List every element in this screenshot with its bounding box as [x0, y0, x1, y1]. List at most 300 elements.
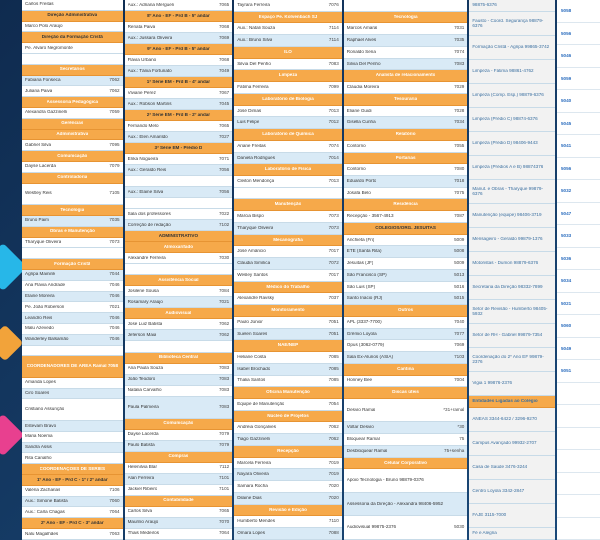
entry-extension: 7030 [218, 254, 230, 260]
directory-entry-westley-reis [22, 184, 123, 206]
entry-extension: 7083 [218, 376, 230, 382]
section-header-comunicacao [125, 419, 233, 430]
entry-extension: 7035 [454, 37, 465, 43]
entry-name: Eliane Guidi [346, 108, 372, 113]
entry-extension: 5015 [454, 295, 465, 301]
directory-entry-tharyque-oliveira [22, 238, 123, 249]
entry-extension: 7099 [328, 84, 339, 90]
entry-name: São Francisco (SP) [346, 272, 387, 277]
entry-name: Westley Reis [25, 191, 52, 196]
directory-entry-vigia-1-99876-2376 [469, 372, 555, 396]
entry-name: Gisella Cunha [346, 120, 376, 125]
directory-entry-sao-francisco-sp [344, 270, 468, 282]
entry-name: Campus Avançado 99932-2707 [472, 441, 537, 446]
entry-name: Aux.: Robson Martins [127, 101, 172, 106]
side-extension: 5036 [557, 248, 600, 271]
entry-name: Nalu Magalhães [25, 531, 59, 536]
directory-entry-ana-paula-souza [125, 364, 233, 375]
entry-name: Sala Ex-Alunos (ASIA) [346, 354, 394, 359]
entry-extension: 7073 [328, 213, 339, 219]
entry-extension: 7085 [328, 365, 339, 371]
section-header-colegios-org-jesuitas [344, 223, 468, 235]
section-title: Administrativa [56, 132, 89, 137]
entry-extension: 7013 [328, 177, 339, 183]
section-title: Entidades Ligadas ao Colégio [472, 399, 538, 404]
section-title: NAE/NEP [277, 343, 299, 348]
directory-entry-limpeza-comp-esp-98879-6376 [469, 84, 555, 108]
directory-entry-dayse-lacerda [125, 430, 233, 441]
entry-name: Anchieta (Fri) [346, 237, 375, 242]
directory-entry-maurilio-araujo [125, 518, 233, 529]
entry-name: Isabel Brochado [237, 366, 271, 371]
entry-extension: 7084 [218, 288, 230, 293]
directory-entry-isabel-brochado [234, 364, 342, 376]
side-extension [557, 383, 600, 406]
entry-name: Aux.: Carla Chagas [25, 509, 65, 514]
entry-extension: 7020 [328, 483, 339, 489]
entry-name: Sandra Assis [25, 445, 52, 450]
entry-name: Santo Inácio (RJ) [346, 296, 383, 301]
entry-extension: *30 [457, 424, 465, 430]
entry-extension: 7013 [328, 107, 339, 113]
directory-entry-apoio-tecnologia-bruno-98879-0376 [344, 469, 468, 492]
directory-entry-ronaldo-sena [344, 47, 468, 59]
entry-extension: 7114 [328, 25, 339, 31]
entry-extension: 7101 [218, 475, 230, 481]
side-extension: 5047 [557, 203, 600, 226]
entry-extension: 7044 [109, 271, 120, 277]
entry-name: Limpeza (Prédio C) 98874-6376 [472, 117, 538, 122]
directory-entry-contorno [344, 141, 468, 153]
entry-name: Aux.: Elaine Silva [127, 189, 164, 194]
entry-extension: 7076 [328, 1, 339, 7]
section-header-analista-de-relacionamento [344, 70, 468, 82]
side-extension: 5040 [557, 90, 600, 113]
entry-extension: 7046 [109, 314, 120, 320]
section-header-espaco-pe-kolvenbach-sj [234, 12, 342, 24]
section-title: Outros [398, 308, 414, 313]
directory-entry-casa-de-saude-3476-3244 [469, 456, 555, 480]
entry-extension: 7020 [328, 494, 339, 500]
entry-extension: 7072 [328, 260, 339, 266]
directory-column-1 [22, 0, 123, 540]
directory-entry-carlos-freitas [22, 0, 123, 11]
side-extension [557, 473, 600, 496]
section-title: Celular Corporativo [384, 460, 427, 465]
entry-name: Setor de RH - Gabriel 99879-7354 [472, 333, 543, 338]
entry-name: Tharyque Oliveira [25, 240, 62, 245]
entry-extension: 7065 [218, 508, 230, 514]
entry-extension: 7040 [454, 318, 465, 324]
directory-entry-santo-inacio-rj [344, 293, 468, 305]
entry-extension: 7046 [109, 282, 120, 288]
directory-entry-limpeza-predio-c-98874-6376 [469, 108, 555, 132]
directory-entry-claudia-moreira [344, 82, 468, 94]
entry-name: Juliana Paiva [25, 88, 53, 93]
directory-entry-suelen-soares [234, 329, 342, 341]
entry-extension: 7012 [328, 119, 339, 125]
entry-name: Carlos Silva [127, 509, 153, 514]
entry-extension: 7083 [328, 60, 339, 66]
section-title: COLÉGIOS/ORG. JESUÍTAS [375, 225, 436, 230]
directory-entry-aux-bruno-silva [234, 35, 342, 47]
directory-entry-samara-rocha [234, 481, 342, 493]
entry-name: FAJE 3115-7000 [472, 513, 507, 518]
entry-extension: 7103 [454, 353, 465, 359]
entry-name: Natália Carvalho [127, 388, 162, 393]
section-title: Manutenção [274, 202, 302, 207]
side-extension: 5032 [557, 180, 600, 203]
directory-entry-aux-elen-amarildo [125, 132, 233, 143]
section-title: Discas úteis [392, 390, 419, 395]
directory-entry-blank [125, 198, 233, 209]
entry-name: Fausto - Coord. Segurança 98879-6376 [472, 18, 544, 28]
entry-extension: 7069 [454, 342, 465, 348]
directory-entry-maria-noema [22, 432, 123, 443]
entry-extension: 7065 [218, 1, 230, 7]
entry-name: Luis Felipe [237, 120, 260, 125]
entry-extension: 7068 [218, 56, 230, 62]
entry-name: Dilaine Dias [237, 495, 262, 500]
entry-extension: 7004 [454, 377, 465, 383]
entry-name: Malu Azevedo [25, 326, 54, 331]
section-header-2-serie-em-prd-b-2-andar [125, 110, 233, 121]
entry-name: Desbloquear Ramal [346, 448, 388, 453]
entry-extension: 7046 [109, 336, 120, 342]
section-header-contabilidade [125, 496, 233, 507]
entry-name: José Dimas [237, 108, 262, 113]
entry-name: Pe. João Roberson [25, 304, 65, 309]
directory-entry-recepcao-3567-4913 [344, 211, 468, 223]
entry-name: Thalia Santos [237, 378, 266, 383]
directory-entry-blank [22, 346, 123, 357]
entry-name: Recepção - 3567-4913 [346, 214, 394, 219]
entry-extension: 7046 [109, 293, 120, 298]
entry-extension: 5016 [454, 283, 465, 289]
entry-name: Marcos Amaral [346, 26, 378, 31]
directory-entry-jose-dimas [234, 106, 342, 118]
directory-entry-juliana-paiva [22, 86, 123, 97]
directory-entry-manut-e-obras-tharyque-99879-6376 [469, 180, 555, 204]
directory-entry-andreia-goncalves [234, 422, 342, 434]
directory-entry-silvia-del-penho [234, 59, 342, 71]
entry-extension: 7027 [218, 133, 230, 139]
directory-entry-claudia-similica [234, 258, 342, 270]
section-header-assessoria-pedagogica [22, 97, 123, 108]
entry-name: Dayse Lacerda [127, 432, 159, 437]
directory-entry-humberto-mendes [234, 516, 342, 528]
section-header-mecanografia [234, 235, 342, 247]
directory-grid [22, 0, 555, 540]
entry-name: Rita Canalho [25, 455, 52, 460]
section-title: Limpeza [278, 73, 298, 78]
section-title: Residência [393, 202, 418, 207]
section-title: Oficina Manutenção [266, 390, 310, 395]
section-header-almoxarifado [125, 242, 233, 253]
directory-entry-tayrara-ferreira [234, 0, 342, 12]
directory-entry-elaine-moreira [22, 292, 123, 303]
entry-name: José Amâncio [237, 249, 266, 254]
directory-entry-estevam-bravo [22, 421, 123, 432]
directory-entry-fausto-coord-seguranca-98879-6376 [469, 12, 555, 36]
section-header-celular-corporativo [344, 458, 468, 470]
entry-name: Josilene Sousa [127, 289, 159, 293]
directory-entry-paulo-batista [125, 441, 233, 452]
section-header-ilo [234, 47, 342, 59]
section-title: Monitoramento [271, 308, 305, 313]
entry-extension: 7062 [328, 436, 339, 442]
entry-name: Márcia Bispo [237, 214, 264, 219]
directory-entry-daniela-rodrigues [234, 153, 342, 165]
entry-extension: 7069 [218, 34, 230, 40]
section-header-portarias [344, 153, 468, 165]
directory-entry-ana-flavia-andrade [22, 281, 123, 292]
section-title: Revisão e Edição [269, 507, 307, 512]
section-header-gerencias [22, 119, 123, 130]
entry-name: Paulo Júnior [237, 319, 263, 324]
entry-name: Centro Loyola 3342-2847 [472, 489, 525, 494]
entry-extension: 7073 [109, 239, 120, 245]
entry-name: Tharyque Oliveira [237, 225, 274, 230]
section-title: Espaço Pe. Kolvenbach SJ [258, 14, 318, 19]
entry-extension: 7075 [454, 189, 465, 195]
entry-name: Tiago Gazzinelli [237, 437, 270, 442]
directory-entry-98875-6376 [469, 0, 555, 12]
section-title: Assistência Social [158, 277, 199, 282]
side-extension: 5041 [557, 135, 600, 158]
directory-entry-viviane-perez [125, 88, 233, 99]
section-header-residencia [344, 199, 468, 211]
directory-entry-gisella-cunha [344, 117, 468, 129]
directory-entry-jose-amancio [234, 246, 342, 258]
directory-entry-honney-bee [344, 376, 468, 388]
section-title: 1ª Série EM - Prd B - 4º andar [146, 79, 211, 84]
entry-name: Maria Noema [25, 434, 53, 439]
directory-entry-dayse-lacerda [22, 162, 123, 173]
section-header-cantina [344, 364, 468, 376]
directory-entry-sandra-assis [22, 443, 123, 454]
section-title: Laboratório de Biologia [262, 96, 314, 101]
entry-name: Omara Lopes [237, 531, 266, 535]
section-header-comunicacao [22, 151, 123, 162]
entry-extension: 7064 [218, 530, 230, 536]
section-header-formacao-crista [22, 259, 123, 270]
section-header-direcao-da-formacao-crista [22, 32, 123, 43]
entry-extension: 75+senha [444, 447, 465, 453]
entry-extension: 7064 [109, 508, 120, 514]
section-title: Relatório [395, 132, 416, 137]
entry-name: Alexandre Ravsky [237, 296, 275, 301]
directory-entry-ciro-soares [22, 389, 123, 400]
entry-extension: 7083 [218, 387, 230, 393]
entry-name: Aux.: Tânia Fortunato [127, 68, 172, 73]
entry-name: Aux.: Jussara Oliveira [127, 35, 173, 40]
entry-extension: 7105 [109, 190, 120, 196]
section-header-discas-uteis [344, 387, 468, 399]
entry-extension: 7017 [328, 248, 339, 254]
side-extension: 5058 [557, 0, 600, 23]
entry-name: Agripa Mainink [25, 272, 56, 277]
entry-extension: 7067 [218, 89, 230, 95]
entry-extension: 7056 [218, 188, 230, 194]
entry-extension: 7114 [328, 37, 339, 43]
entry-name: Cleiton Mendonça [237, 178, 275, 183]
section-title: Núcleo de Projetos [267, 413, 309, 418]
section-title: Médico do Trabalho [266, 284, 310, 289]
section-header-1-ano-ef-prd-c-1-2-andar [22, 475, 123, 486]
entry-name: Wanderley Balsamão [25, 337, 69, 342]
section-title: Compras [168, 454, 189, 459]
directory-entry-jeferson-maia [125, 330, 233, 341]
section-header-oficina-manutencao [234, 387, 342, 399]
entry-name: Marco Polo Araújo [25, 24, 63, 29]
section-title: ADMINISTRATIVO [158, 233, 199, 238]
directory-entry-aneas-3344-6422-3296-9270 [469, 408, 555, 432]
section-header-8-ano-ef-prd-b-5-andar [125, 11, 233, 22]
directory-entry-motoristas-dumon-98879-6376 [469, 252, 555, 276]
entry-name: Jesuítas (JF) [346, 261, 374, 266]
directory-entry-joao-teodoro [125, 375, 233, 386]
directory-entry-fabiana-fonseca [22, 76, 123, 87]
entry-extension: 7049 [218, 67, 230, 73]
directory-entry-tiago-gazzinelli [234, 434, 342, 446]
directory-column-2 [125, 0, 233, 540]
entry-name: Pe. Álvaro Negromonte [25, 45, 73, 50]
entry-name: Paulo Batista [127, 443, 155, 448]
directory-entry-aux-jussara-oliveira [125, 33, 233, 44]
entry-extension: 7101 [218, 486, 230, 492]
entry-name: Raphael Alves [346, 38, 377, 43]
section-header-audiovisual [125, 308, 233, 319]
entry-extension: 7045 [218, 100, 230, 106]
directory-entry-contorno [344, 164, 468, 176]
directory-entry-aux-carla-chagas [22, 507, 123, 518]
directory-entry-flavia-urbano [125, 55, 233, 66]
entry-name: Humberto Mendes [237, 519, 275, 524]
directory-entry-malu-azevedo [22, 324, 123, 335]
entry-name: Vigia 1 99876-2376 [472, 381, 513, 386]
section-title: Formação Cristã [54, 261, 91, 266]
entry-name: Aux.: Bruno Silva [237, 38, 273, 43]
directory-entry-marcela-ferreira [234, 458, 342, 470]
entry-extension: 7019 [328, 459, 339, 465]
directory-entry-blank [22, 54, 123, 65]
side-extension: 5060 [557, 315, 600, 338]
entry-extension: 7062 [328, 424, 339, 430]
section-title: Tecnologia [393, 14, 418, 19]
directory-entry-bruno-paim [22, 216, 123, 227]
entry-name: Josafá Belo [346, 190, 371, 195]
entry-name: 98875-6376 [472, 3, 497, 8]
directory-entry-aux-geraldo-reis [125, 165, 233, 176]
entry-extension: 7079 [109, 163, 120, 169]
directory-entry-dilaine-dias [234, 493, 342, 505]
section-header-biblioteca-central [125, 353, 233, 364]
entry-name: Honney Bee [346, 378, 373, 383]
entry-extension: 7014 [328, 154, 339, 160]
directory-entry-thais-medeiros [125, 529, 233, 540]
entry-extension: 7077 [454, 330, 465, 336]
section-header-manutencao [234, 199, 342, 211]
directory-column-3 [234, 0, 342, 540]
section-title: COORDENAÇÕES DE SÉRIES [39, 466, 106, 471]
directory-entry-audiovisual-99875-2376 [344, 516, 468, 539]
directory-entry-pe-joao-roberson [22, 302, 123, 313]
entry-extension: 7055 [454, 142, 465, 148]
entry-name: Correção de redação [127, 222, 171, 227]
directory-entry-nalu-magalhaes [22, 529, 123, 540]
entry-name: Apoio Tecnologia - Bruno 98879-0376 [346, 478, 424, 483]
entry-extension: 7079 [218, 442, 230, 448]
section-title: Tecnologia [60, 207, 85, 212]
directory-entry-correcao-de-redacao [125, 220, 233, 231]
directory-entry-equipe-de-manutencao [234, 399, 342, 411]
entry-extension: 7051 [328, 318, 339, 324]
entry-extension: 7046 [109, 325, 120, 331]
entry-extension: 7054 [328, 400, 339, 406]
entry-name: Thais Medeiros [127, 531, 160, 536]
directory-entry-desvio-ramal [344, 399, 468, 422]
side-extension: 5034 [557, 270, 600, 293]
entry-name: Dayse Lacerda [25, 164, 56, 169]
entry-extension: 5013 [454, 271, 465, 277]
directory-entry-ete-santa-rita [344, 246, 468, 258]
entry-name: Gabriel Silva [25, 142, 52, 147]
directory-entry-eduardo-porto [344, 176, 468, 188]
section-header-assistencia-social [125, 275, 233, 286]
entry-name: José Luiz Batista [127, 322, 163, 327]
directory-entry-desbloquear-ramal [344, 446, 468, 458]
entry-extension: 7035 [109, 217, 120, 223]
entry-name: Elaine Moreira [25, 294, 55, 298]
entry-name: Cristiano Assunção [25, 407, 65, 412]
entry-name: Cláudia Moreira [346, 85, 380, 90]
entry-extension: 7062 [218, 321, 230, 327]
entry-name: Estevam Bravo [25, 423, 57, 428]
section-title: 2ª Série EM - Prd B - 2º andar [146, 112, 211, 117]
entry-extension: 7019 [328, 471, 339, 477]
directory-entry-mensageiro-geraldo-99879-1376 [469, 228, 555, 252]
side-extension [557, 518, 600, 540]
directory-column-4 [344, 0, 468, 540]
entry-name: Assessoria da Direção - Alexandra 98406-5952 [346, 501, 444, 506]
entry-extension: 7037 [328, 295, 339, 301]
section-header-9-ano-ef-prd-b-5-andar [125, 44, 233, 55]
decor-diamond [0, 325, 23, 362]
side-extension: 5033 [557, 225, 600, 248]
entry-name: Jáckiel Ribeiro [127, 487, 158, 492]
entry-name: Formação Cristã - Agripa 99865-3742 [472, 45, 550, 50]
directory-entry-centro-loyola-3342-2847 [469, 480, 555, 504]
decor-diamond [0, 414, 24, 456]
section-title: Biblioteca Central [158, 355, 198, 360]
section-header-monitoramento [234, 305, 342, 317]
entry-name: Sala dos professores [127, 211, 171, 216]
entry-extension: 7060 [109, 498, 120, 504]
entry-name: Leandro Reis [25, 315, 53, 320]
entry-name: Tayrara Ferreira [237, 2, 270, 7]
entry-extension: 5008 [454, 248, 465, 254]
directory-entry-setor-de-revisao-humberto-98405-5932 [469, 300, 555, 324]
entry-name: Fé e Alegria [472, 531, 497, 536]
section-title: Direção Administrativa [47, 13, 98, 18]
directory-entry-josafa-belo [344, 188, 468, 200]
section-title: Tesouraria [393, 96, 418, 101]
directory-entry-blank [22, 248, 123, 259]
entry-name: Cláudia Simílica [237, 261, 271, 266]
entry-extension: 7074 [454, 48, 465, 54]
section-title: Assessoria Pedagógica [46, 99, 99, 104]
